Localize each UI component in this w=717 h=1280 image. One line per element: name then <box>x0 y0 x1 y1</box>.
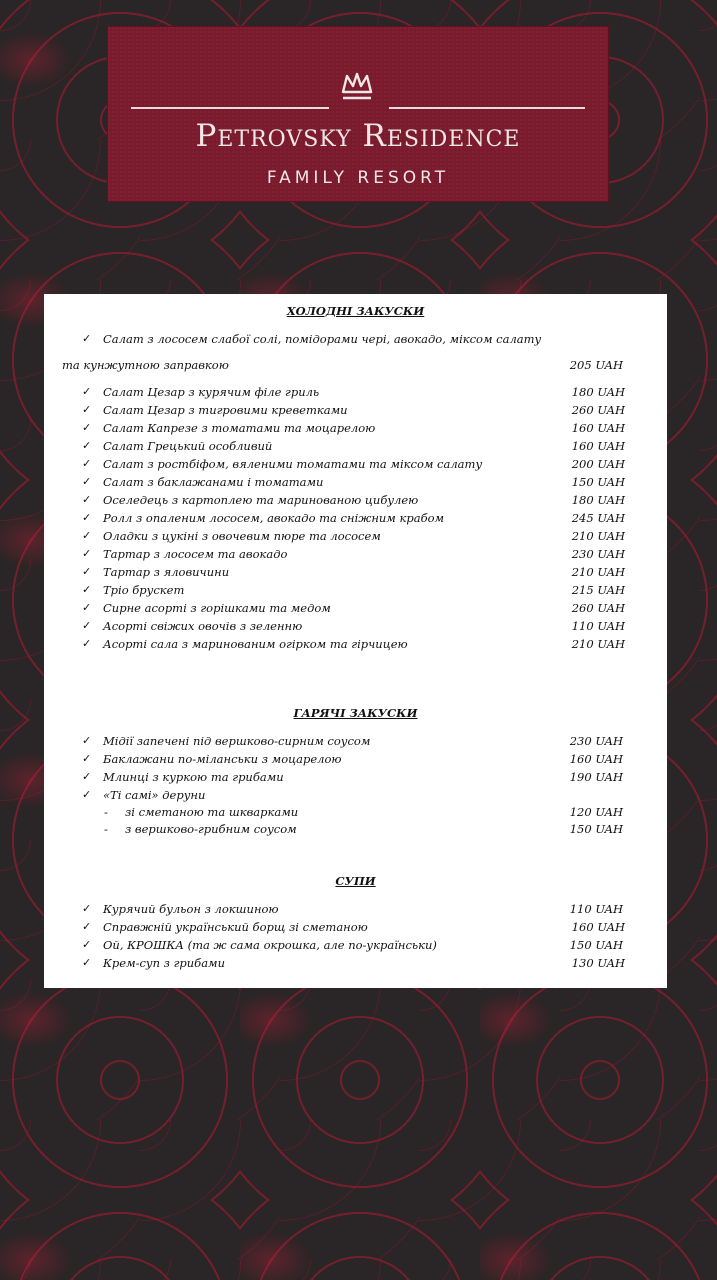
item-price: 205 UAH <box>569 358 623 372</box>
dash-icon: - <box>104 822 108 836</box>
item-name: Салат Цезар з курячим філе гриль <box>103 385 320 399</box>
menu-item <box>44 900 667 918</box>
crown-icon <box>337 66 377 110</box>
item-name: Салат з лососем слабої солі, помідорами чері, авокадо, міксом салату <box>103 332 542 346</box>
menu-item <box>44 936 667 954</box>
logo-name: Petrovsky Residence <box>195 118 521 154</box>
check-icon: ✓ <box>82 956 92 969</box>
check-icon: ✓ <box>82 637 92 650</box>
menu-item <box>44 491 667 509</box>
check-icon: ✓ <box>82 902 92 915</box>
item-name: та кунжутною заправкою <box>62 358 229 372</box>
item-price: 120 UAH <box>569 805 623 819</box>
item-name: Салат Капрезе з томатами та моцарелою <box>103 421 376 435</box>
check-icon: ✓ <box>82 421 92 434</box>
item-price: 200 UAH <box>571 457 625 471</box>
item-price: 160 UAH <box>571 421 625 435</box>
menu-item <box>44 473 667 491</box>
item-name: Тартар з лососем та авокадо <box>103 547 288 561</box>
item-price: 150 UAH <box>571 475 625 489</box>
menu-item <box>44 455 667 473</box>
menu-item <box>44 768 667 786</box>
item-price: 180 UAH <box>571 493 625 507</box>
item-price: 160 UAH <box>571 439 625 453</box>
menu-card <box>44 294 667 988</box>
check-icon: ✓ <box>82 439 92 452</box>
item-name: Крем-суп з грибами <box>103 956 225 970</box>
menu-item <box>44 383 667 401</box>
item-name: Асорті свіжих овочів з зеленню <box>103 619 303 633</box>
item-name: Справжній український борщ зі сметаною <box>103 920 368 934</box>
item-name: Ролл з опаленим лососем, авокадо та сніжним крабом <box>103 511 445 525</box>
item-name: Оладки з цукіні з овочевим пюре та лососем <box>103 529 381 543</box>
menu-item <box>44 599 667 617</box>
item-name: з вершково-грибним соусом <box>125 822 297 836</box>
check-icon: ✓ <box>82 788 92 801</box>
check-icon: ✓ <box>82 529 92 542</box>
menu-item <box>44 527 667 545</box>
section-title-soups: СУПИ <box>335 874 376 888</box>
section-title-hot: ГАРЯЧІ ЗАКУСКИ <box>293 706 418 720</box>
item-price: 110 UAH <box>571 619 625 633</box>
menu-item <box>44 635 667 653</box>
logo-rule-right <box>389 107 585 109</box>
menu-item <box>44 330 667 348</box>
logo-rule-left <box>131 107 329 109</box>
check-icon: ✓ <box>82 920 92 933</box>
menu-subitem <box>44 820 667 838</box>
menu-item <box>44 750 667 768</box>
item-name: Курячий бульон з локшиною <box>103 902 279 916</box>
item-name: Асорті сала з маринованим огірком та гірчицею <box>103 637 408 651</box>
check-icon: ✓ <box>82 385 92 398</box>
item-name: Салат з ростбіфом, вяленими томатами та міксом салату <box>103 457 483 471</box>
dash-icon: - <box>104 805 108 819</box>
item-name: Сирне асорті з горішками та медом <box>103 601 331 615</box>
menu-item <box>44 581 667 599</box>
check-icon: ✓ <box>82 565 92 578</box>
check-icon: ✓ <box>82 332 92 345</box>
item-price: 245 UAH <box>571 511 625 525</box>
check-icon: ✓ <box>82 619 92 632</box>
menu-item <box>44 401 667 419</box>
check-icon: ✓ <box>82 583 92 596</box>
menu-item <box>44 437 667 455</box>
check-icon: ✓ <box>82 457 92 470</box>
menu-item <box>44 954 667 972</box>
item-name: Ой, КРОШКА (та ж сама окрошка, але по-українськи) <box>103 938 437 952</box>
check-icon: ✓ <box>82 403 92 416</box>
menu-subitem <box>44 803 667 821</box>
item-price: 260 UAH <box>571 403 625 417</box>
logo-subtitle: FAMILY RESORT <box>266 168 450 188</box>
check-icon: ✓ <box>82 511 92 524</box>
item-price: 230 UAH <box>571 547 625 561</box>
item-price: 160 UAH <box>569 752 623 766</box>
section-title-cold: ХОЛОДНІ ЗАКУСКИ <box>286 304 425 318</box>
item-name: Мідії запечені під вершково-сирним соусом <box>103 734 371 748</box>
item-name: Салат з баклажанами і томатами <box>103 475 324 489</box>
item-name: Салат Грецький особливий <box>103 439 273 453</box>
item-price: 150 UAH <box>569 822 623 836</box>
item-name: Баклажани по-міланськи з моцарелою <box>103 752 342 766</box>
logo-banner <box>107 26 609 202</box>
item-price: 110 UAH <box>569 902 623 916</box>
menu-item <box>44 356 667 374</box>
menu-item <box>44 617 667 635</box>
item-price: 215 UAH <box>571 583 625 597</box>
item-price: 260 UAH <box>571 601 625 615</box>
menu-item <box>44 419 667 437</box>
item-name: «Ті самі» деруни <box>103 788 206 802</box>
item-price: 190 UAH <box>569 770 623 784</box>
item-name: Тартар з яловичини <box>103 565 230 579</box>
item-price: 230 UAH <box>569 734 623 748</box>
check-icon: ✓ <box>82 601 92 614</box>
item-name: Салат Цезар з тигровими креветками <box>103 403 348 417</box>
item-name: Тріо брускет <box>103 583 185 597</box>
item-price: 150 UAH <box>569 938 623 952</box>
item-price: 180 UAH <box>571 385 625 399</box>
check-icon: ✓ <box>82 493 92 506</box>
menu-item <box>44 545 667 563</box>
check-icon: ✓ <box>82 770 92 783</box>
item-price: 210 UAH <box>571 637 625 651</box>
check-icon: ✓ <box>82 752 92 765</box>
menu-item <box>44 918 667 936</box>
check-icon: ✓ <box>82 547 92 560</box>
item-name: зі сметаною та шкварками <box>125 805 299 819</box>
item-name: Оселедець з картоплею та маринованою цибулею <box>103 493 419 507</box>
check-icon: ✓ <box>82 938 92 951</box>
menu-item <box>44 786 667 804</box>
item-price: 210 UAH <box>571 565 625 579</box>
check-icon: ✓ <box>82 734 92 747</box>
item-price: 130 UAH <box>571 956 625 970</box>
menu-item <box>44 509 667 527</box>
item-price: 210 UAH <box>571 529 625 543</box>
menu-item <box>44 563 667 581</box>
check-icon: ✓ <box>82 475 92 488</box>
item-name: Млинці з куркою та грибами <box>103 770 284 784</box>
menu-item <box>44 732 667 750</box>
item-price: 160 UAH <box>571 920 625 934</box>
